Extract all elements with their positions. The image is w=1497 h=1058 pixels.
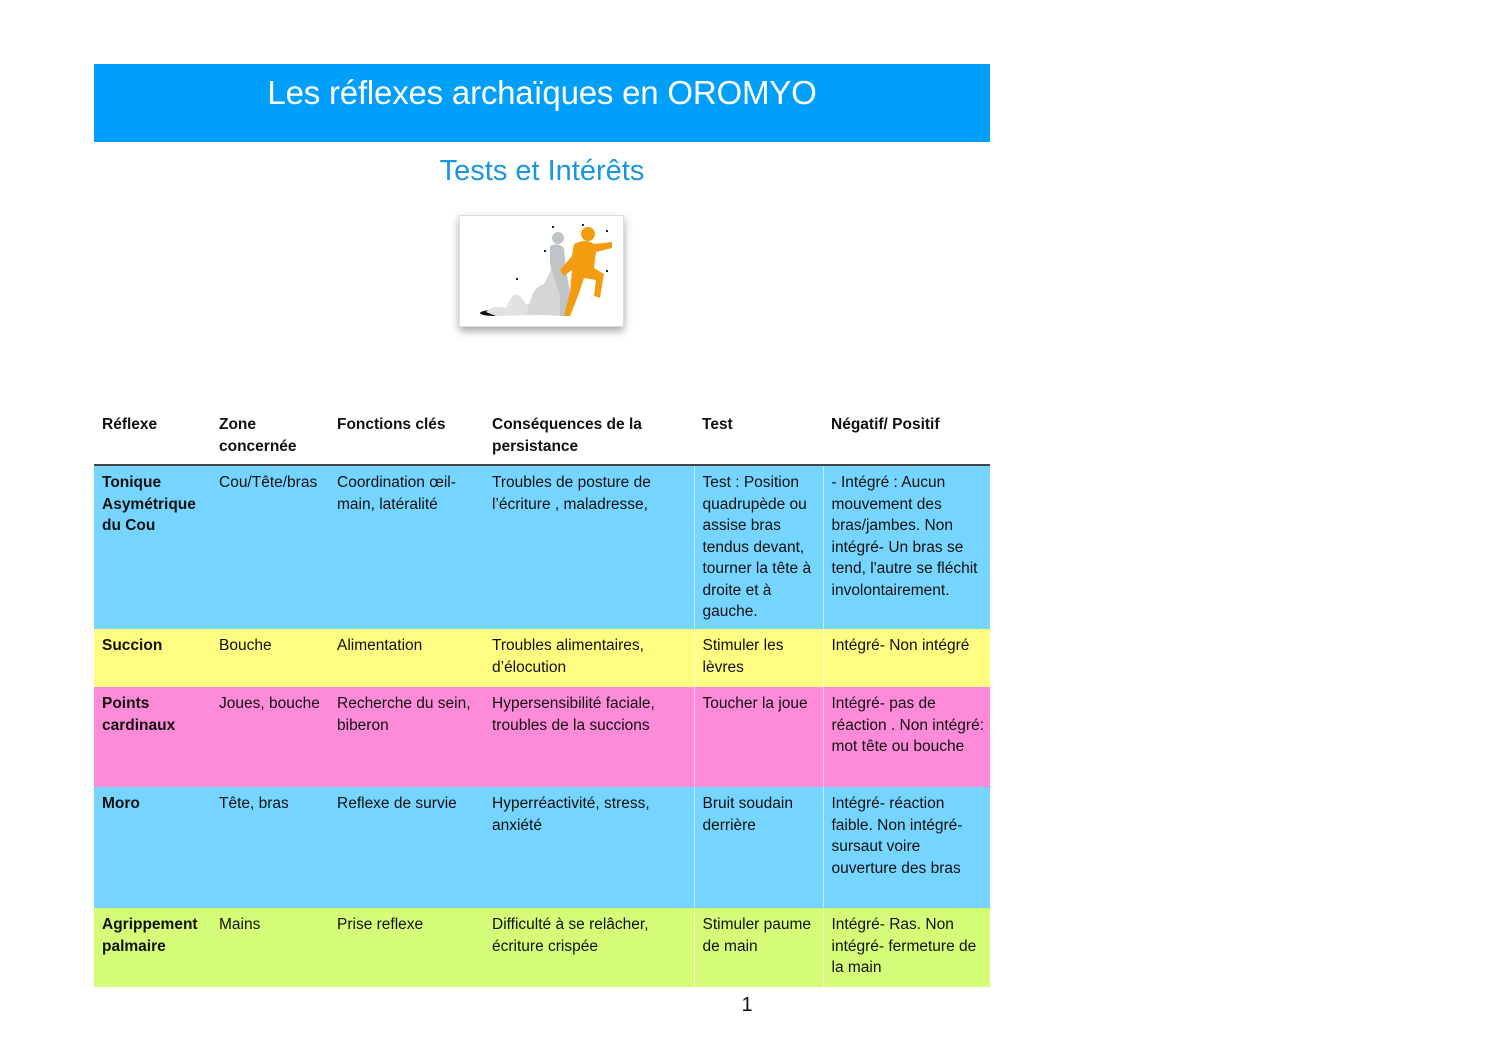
table-cell: Reflexe de survie xyxy=(329,787,484,908)
column-header-fonctions: Fonctions clés xyxy=(329,410,484,465)
table-cell: Mains xyxy=(211,908,329,987)
reflexes-table xyxy=(94,410,990,987)
table-cell: Hyperréactivité, stress, anxiété xyxy=(484,787,694,908)
table-cell: Test : Position quadrupède ou assise bras tendus devant, tourner la tête à droite et à gauche. xyxy=(694,465,823,629)
table-cell: Intégré- pas de réaction . Non intégré: mot tête ou bouche xyxy=(823,687,990,787)
title-banner xyxy=(94,64,990,142)
table-cell: Stimuler les lèvres xyxy=(694,629,823,687)
reflex-name: Tonique Asymétrique du Cou xyxy=(94,465,211,629)
table-cell: Bouche xyxy=(211,629,329,687)
reflex-name: Moro xyxy=(94,787,211,908)
table-cell: Alimentation xyxy=(329,629,484,687)
column-header-zone: Zone concernée xyxy=(211,410,329,465)
table-cell: Hypersensibilité faciale, troubles de la succions xyxy=(484,687,694,787)
table-cell: Bruit soudain derrière xyxy=(694,787,823,908)
table-cell: Intégré- réaction faible. Non intégré- sursaut voire ouverture des bras xyxy=(823,787,990,908)
table-cell: Troubles alimentaires, d’élocution xyxy=(484,629,694,687)
column-header-reflexe: Réflexe xyxy=(94,410,211,465)
table-header-row xyxy=(94,410,990,465)
page-title: Les réflexes archaïques en OROMYO xyxy=(267,74,817,111)
table-cell: Toucher la joue xyxy=(694,687,823,787)
reflex-name: Agrippement palmaire xyxy=(94,908,211,987)
table-cell: Stimuler paume de main xyxy=(694,908,823,987)
table-row xyxy=(94,629,990,687)
column-header-consequences: Conséquences de la persistance xyxy=(484,410,694,465)
table-cell: - Intégré : Aucun mouvement des bras/jambes. Non intégré- Un bras se tend, l'autre se fléchit involontairement. xyxy=(823,465,990,629)
table-row xyxy=(94,908,990,987)
reflex-name: Points cardinaux xyxy=(94,687,211,787)
page-subtitle: Tests et Intérêts xyxy=(439,155,645,187)
table-row xyxy=(94,465,990,629)
table-cell: Prise reflexe xyxy=(329,908,484,987)
table-row xyxy=(94,687,990,787)
reflex-name: Succion xyxy=(94,629,211,687)
table-cell: Joues, bouche xyxy=(211,687,329,787)
reflex-silhouettes-icon xyxy=(459,215,624,327)
table-cell: Recherche du sein, biberon xyxy=(329,687,484,787)
table-cell: Troubles de posture de l’écriture , maladresse, xyxy=(484,465,694,629)
table-cell: Intégré- Non intégré xyxy=(823,629,990,687)
table-row xyxy=(94,787,990,908)
column-header-test: Test xyxy=(694,410,823,465)
column-header-resultat: Négatif/ Positif xyxy=(823,410,990,465)
table-cell: Coordination œil-main, latéralité xyxy=(329,465,484,629)
table-cell: Difficulté à se relâcher, écriture crispée xyxy=(484,908,694,987)
table-cell: Intégré- Ras. Non intégré- fermeture de la main xyxy=(823,908,990,987)
table-cell: Tête, bras xyxy=(211,787,329,908)
page-number: 1 xyxy=(741,994,753,1016)
table-cell: Cou/Tête/bras xyxy=(211,465,329,629)
